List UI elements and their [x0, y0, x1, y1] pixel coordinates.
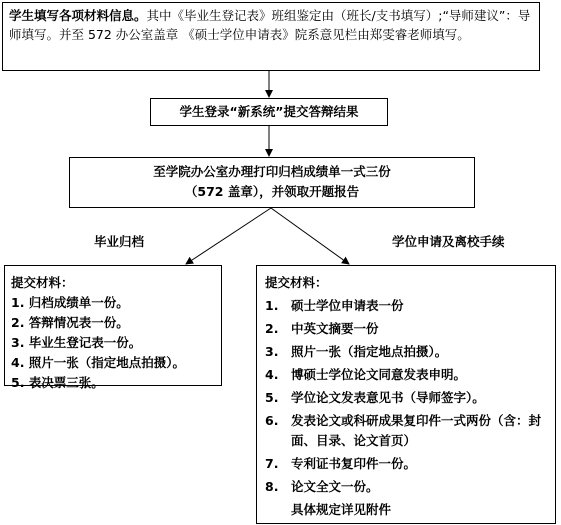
item-text: 专利证书复印件一份。	[291, 456, 417, 471]
item-text: 博硕士学位论文同意发表申明。	[291, 367, 467, 382]
item-number: 3.	[265, 344, 279, 359]
archive-materials-title: 提交材料：	[11, 275, 74, 290]
list-item	[265, 388, 547, 408]
item-number	[265, 500, 291, 520]
list-item	[265, 477, 547, 497]
step-print-transcript-line1: 至学院办公室办理打印归档成绩单一式三份	[153, 164, 391, 179]
instruction-text: 其中《毕业生登记表》班组鉴定由（班长/支书填写）;“导师建议”：导师填写。并至 572 办公室盖章 《硕士学位申请表》院系意见栏由郑雯睿老师填写。	[9, 8, 531, 42]
instruction-box	[2, 2, 540, 71]
list-item	[265, 411, 547, 451]
list-item	[265, 500, 547, 520]
branch-label-degree-application: 学位申请及离校手续	[392, 234, 505, 249]
step-print-transcript	[69, 157, 475, 208]
instruction-bold-prefix: 学生填写各项材料信息。	[9, 8, 147, 23]
archive-materials-box	[4, 265, 222, 390]
degree-materials-title: 提交材料：	[265, 275, 328, 290]
item-number: 2.	[265, 321, 279, 336]
archive-materials-list	[11, 293, 215, 393]
item-text: 硕士学位申请表一份	[291, 298, 404, 313]
item-number: 7.	[265, 456, 279, 471]
list-item	[265, 342, 547, 362]
item-number: 1.	[265, 298, 279, 313]
list-item	[265, 454, 547, 474]
item-number: 8.	[265, 479, 279, 494]
arrow-step2-to-right	[271, 208, 349, 264]
list-item: 2. 答辩情况表一份。	[11, 315, 129, 330]
item-text: 具体规定详见附件	[291, 502, 392, 517]
item-text: 照片一张（指定地点拍摄）。	[291, 344, 448, 359]
degree-materials-list	[265, 296, 547, 520]
degree-materials-box	[256, 265, 556, 524]
item-number: 5.	[265, 390, 279, 405]
step-submit-defense-result: 学生登录“新系统”提交答辩结果	[150, 98, 388, 126]
list-item	[265, 365, 547, 385]
item-text: 中英文摘要一份	[291, 321, 379, 336]
list-item	[265, 319, 547, 339]
list-item: 1. 归档成绩单一份。	[11, 295, 129, 310]
list-item: 5. 表决票三张。	[11, 375, 104, 390]
list-item: 3. 毕业生登记表一份。	[11, 335, 142, 350]
item-text: 学位论文发表意见书（导师签字）。	[291, 390, 485, 405]
item-number: 6.	[265, 413, 279, 428]
item-number: 4.	[265, 367, 279, 382]
list-item: 4. 照片一张（指定地点拍摄）。	[11, 355, 186, 370]
list-item	[265, 296, 547, 316]
branch-label-graduation-archive: 毕业归档	[94, 234, 145, 249]
item-text: 发表论文或科研成果复印件一式两份（含：封面、目录、论文首页）	[291, 413, 542, 448]
item-text: 论文全文一份。	[291, 479, 379, 494]
step-print-transcript-line2: （572 盖章），并领取开题报告	[184, 184, 360, 199]
arrow-step2-to-left	[186, 208, 271, 264]
